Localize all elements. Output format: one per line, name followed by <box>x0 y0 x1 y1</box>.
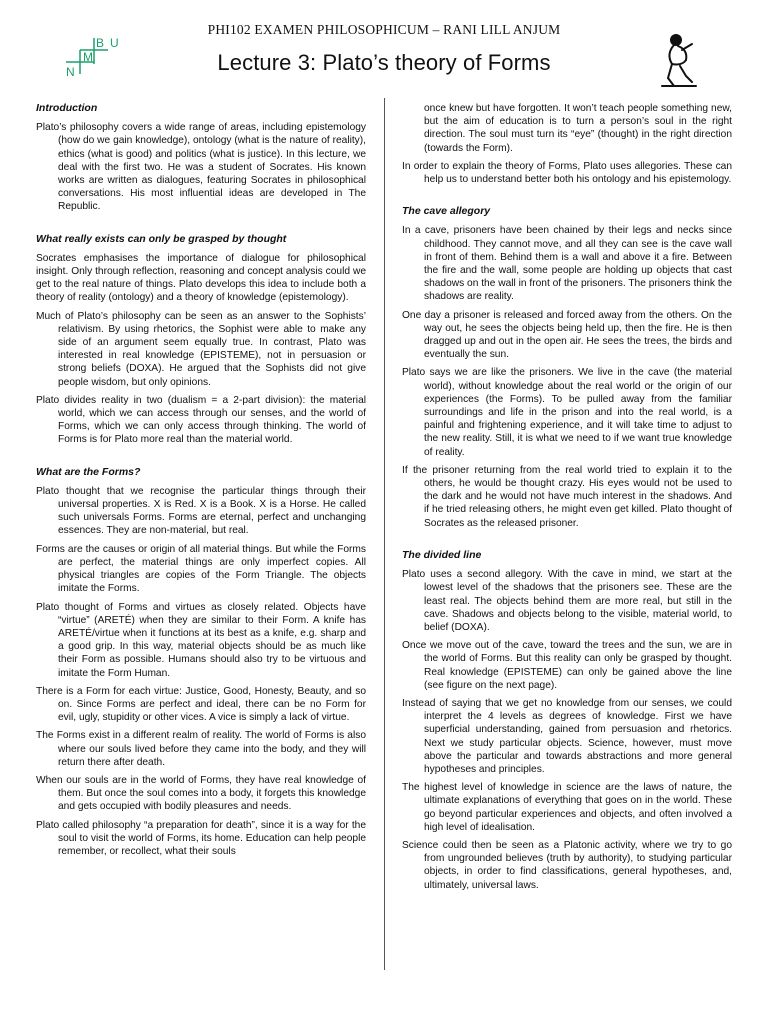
section-heading-thought: What really exists can only be grasped by thought <box>36 232 287 245</box>
paragraph: There is a Form for each virtue: Justice, Good, Honesty, Beauty, and so on. Since Forms are perfect and ideal, there can be no Form for evil, ugly, stupidity or other vices. A vice is simply a lack of virtue. <box>36 685 366 724</box>
paragraph: In order to explain the theory of Forms, Plato uses allegories. These can help us to understand better both his ontology and his epistemology. <box>402 160 732 186</box>
page-title: Lecture 3: Plato’s theory of Forms <box>217 50 551 75</box>
logo-letter-n: N <box>66 65 75 79</box>
paragraph: The highest level of knowledge in science are the laws of nature, the ultimate explanations of everything that goes on in the world. These go beyond particular experiences and objects, and often involved a high level of idealisation. <box>402 782 732 833</box>
paragraph: When our souls are in the world of Forms, they have real knowledge of them. But once the soul comes into a body, it forgets this knowledge and gets occupied with bodily pleasures and needs. <box>36 774 366 813</box>
paragraph: Plato thought that we recognise the particular things through their universal properties. X is Red. X is a Book. X is a Horse. He called such universals Forms. Forms are eternal, perfect and unchanging essences. They are non-material, but real. <box>36 485 366 537</box>
paragraph: One day a prisoner is released and forced away from the others. On the way out, he sees the objects being held up, then the fire. He is then dragged up and out in the open air. He sees the trees, the birds and eventually the sun. <box>402 309 732 361</box>
paragraph: Instead of saying that we get no knowledge from our senses, we could interpret the 4 levels as degrees of knowledge. First we have superficial understanding, gained from persuasion and rhetorics. Next we study particular objects. Science, however, must move above the particular and towards abstractions and more general hypotheses and principles. <box>402 697 732 775</box>
logo-letter-m: M <box>83 50 93 64</box>
section-heading-introduction: Introduction <box>36 102 98 114</box>
paragraph: In a cave, prisoners have been chained by their legs and necks since childhood. They cannot move, and all they can see is the cave wall in front of them. Behind them is a wall and above it a fire. Between the fire and the wall, some people are holding up objects that cast shadows on the wall in front of the prisoners. The prisoners think the shadows are reality. <box>402 225 732 303</box>
left-column <box>36 102 366 863</box>
paragraph: If the prisoner returning from the real world tried to explain it to the others, he would be thought crazy. His eyes would not be used to the dark and he would not have much interest in the shadows. And if he tried releasing others, he might even get killed. Plato thought of Socrates as the released prisoner. <box>402 464 732 529</box>
column-divider <box>384 98 385 970</box>
paragraph: Plato uses a second allegory. With the cave in mind, we start at the lowest level of the shadows that the prisoners see. These are the least real. The objects behind them are more real, but still in the cave. Shadows and objects belong to the visible, material world, to belief (DOXA). <box>402 569 732 633</box>
paragraph: Plato thought of Forms and virtues as closely related. Objects have “virtue” (ARETÉ) when they are similar to their Form. A knife has ARETÉ/virtue when it functions at its best as a knife, e.g. sharp and a good grip. In this way, material objects should be as much like their Form as possible. Humans should also try to be virtuous and imitate the Form Human. <box>36 601 366 679</box>
paragraph: once knew but have forgotten. It won’t teach people something new, but the aim of education is to turn a person’s soul in the right direction. The soul must turn its “eye” (thought) in the right direction (towards the Form). <box>424 103 732 154</box>
paragraph: Once we move out of the cave, toward the trees and the sun, we are in the world of Forms. But this reality can only be grasped by thought. Real knowledge (EPISTEME) can only be gained above the line (see figure on the next page). <box>402 640 732 691</box>
thinker-figure-icon <box>652 30 704 90</box>
section-heading-forms: What are the Forms? <box>36 465 141 478</box>
paragraph: Much of Plato’s philosophy can be seen as an answer to the Sophists’ relativism. By using rhetorics, the Sophist were able to make any side of an argument seem equally true. In contrast, Plato was interested in real knowledge (EPISTEME), not in persuasion or strong beliefs (DOXA). He argued that the Sophists did not give people wisdom, but only opinions. <box>36 310 366 388</box>
logo-letter-b: B <box>96 36 105 50</box>
paragraph: Socrates emphasises the importance of dialogue for philosophical insight. Only through reflection, reasoning and concept analysis could we get to the real nature of things. Plato develops this idea to include both a theory of reality (ontology) and a theory of knowledge (epistemology). <box>36 252 366 304</box>
paragraph: Plato says we are like the prisoners. We live in the cave (the material world), without knowledge about the real world or the origin of our experiences (the Forms). To be pulled away from the familiar surroundings and life in the prison and into the real world, is a painful and frightening experience, and it will take time to adjust to the new reality. Still, it is what we need to if we want true knowledge of reality. <box>402 367 732 458</box>
paragraph: Forms are the causes or origin of all material things. But while the Forms are perfect, the material things are only imperfect copies. All physical triangles are copies of the Form Triangle. The objects imitate the Forms. <box>36 543 366 595</box>
paragraph: Plato divides reality in two (dualism = a 2-part division): the material world, which we can access through our senses, and the world of Forms, which we can only access through thinking. The world of Forms is for Plato more real than the material world. <box>36 394 366 446</box>
paragraph: Science could then be seen as a Platonic activity, where we try to go from ungrounded believes (truth by authority), to studying particular objects, in order to find classifications, general hypotheses, and, ultimately, universal laws. <box>402 839 732 891</box>
course-header: PHI102 EXAMEN PHILOSOPHICUM – RANI LILL ANJUM <box>207 22 561 37</box>
paragraph: Plato called philosophy “a preparation for death”, since it is a way for the soul to visit the world of Forms, its home. Education can help people remember, or recollect, what their souls <box>36 819 366 857</box>
paragraph: The Forms exist in a different realm of reality. The world of Forms is also where our souls lived before they came into the body, and they will return there after death. <box>36 730 366 768</box>
section-heading-divided-line: The divided line <box>402 548 482 561</box>
right-column <box>402 102 732 897</box>
section-heading-cave: The cave allegory <box>402 205 491 218</box>
logo-letter-u: U <box>110 36 119 50</box>
paragraph: Plato’s philosophy covers a wide range of areas, including epistemology (how do we gain knowledge), ontology (what is the nature of reality), ethics (what is good) and politics (what is justice). In this lecture, we deal with the first two. He was a student of Socrates. His known works are written as dialogues, featuring Socrates in philosophical conversations. His most influential ideas are developed in The Republic. <box>36 122 366 213</box>
